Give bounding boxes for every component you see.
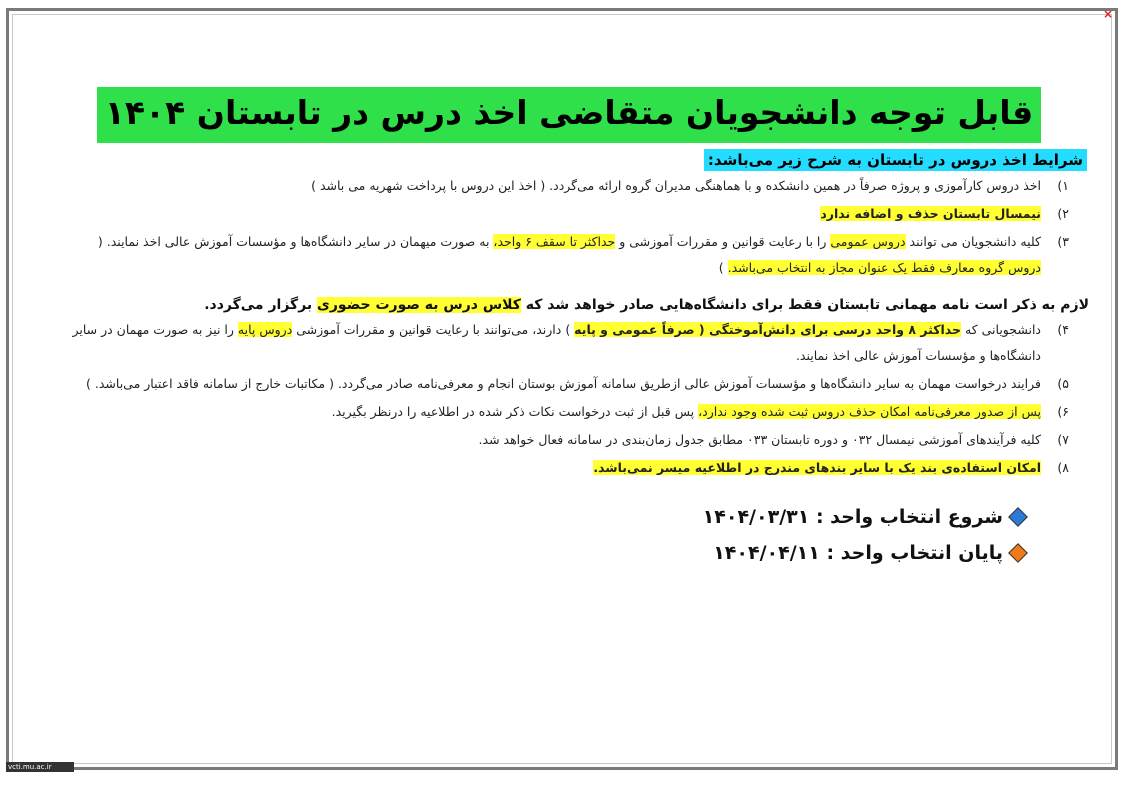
close-x-icon[interactable]: × (1102, 7, 1113, 21)
item-text (69, 399, 1041, 425)
item-number: ۸) (1057, 459, 1069, 475)
conditions-subheading: شرایط اخذ دروس در تابستان به شرح زیر می‌باشد: (704, 149, 1087, 171)
item-number: ۶) (1057, 403, 1069, 419)
highlighted-text: پس از صدور معرفی‌نامه امکان حذف دروس ثبت شده وجود ندارد، (698, 403, 1041, 419)
text-segment: برگزار می‌گردد. (204, 296, 318, 313)
text-segment: دانشجویانی که (961, 321, 1041, 337)
highlighted-text: امکان استفاده‌ی بند یک با سایر بندهای مندرج در اطلاعیه میسر نمی‌باشد. (593, 459, 1041, 475)
highlighted-text: حداکثر ۸ واحد درسی برای دانش‌آموختگی ( صرفاً عمومی و پایه (574, 321, 962, 337)
item-number: ۷) (1057, 431, 1069, 447)
item-text (69, 173, 1041, 199)
text-segment: لازم به ذکر است نامه مهمانی تابستان فقط برای دانشگاه‌هایی صادر خواهد شد که (520, 296, 1089, 313)
item-text (69, 427, 1041, 453)
highlighted-text: دروس پایه (237, 321, 293, 337)
text-segment: اخذ دروس کارآموزی و پروژه صرفاً در همین دانشکده و با هماهنگی مدیران گروه ارائه می‌گردد. ( اخذ این دروس با پرداخت شهریه می باشد ) (311, 177, 1041, 193)
text-segment: ) (718, 259, 728, 275)
announcement-title: قابل توجه دانشجویان متقاضی اخذ درس در تابستان ۱۴۰۴ (97, 87, 1042, 143)
item-number: ۲) (1057, 205, 1069, 221)
text-segment: ) دارند، می‌توانند با رعایت قوانین و مقررات آموزشی (292, 321, 575, 337)
item-text (69, 201, 1041, 227)
list-item (69, 173, 1069, 199)
text-segment: را نیز به صورت مهمان در سایر دانشگاه‌ها و مؤسسات آموزش عالی اخذ نمایند. (72, 321, 1041, 363)
list-item (69, 399, 1069, 425)
list-item (69, 371, 1069, 397)
end-date-text: پایان انتخاب واحد : ۱۴۰۴/۰۴/۱۱ (713, 541, 1003, 564)
highlighted-text: نیمسال تابستان حذف و اضافه ندارد (820, 205, 1041, 221)
list-item (69, 317, 1069, 369)
start-date-text: شروع انتخاب واحد : ۱۴۰۴/۰۳/۳۱ (702, 505, 1003, 528)
list-item (69, 201, 1069, 227)
list-item (69, 427, 1069, 453)
text-segment: پس قبل از ثبت درخواست نکات ذکر شده در اطلاعیه را درنظر بگیرید. (331, 403, 699, 419)
item-text (69, 371, 1041, 397)
highlighted-text: دروس عمومی (830, 233, 906, 249)
text-segment: فرایند درخواست مهمان به سایر دانشگاه‌ها و مؤسسات آموزش عالی ازطریق سامانه آموزش بوستان انجام و معرفی‌نامه صادر می‌گردد. ( مکاتبات خارج از سامانه فاقد اعتبار می‌باشد. ) (86, 375, 1041, 391)
registration-dates (69, 499, 1069, 571)
source-tag: vcti.mu.ac.ir (6, 762, 74, 772)
end-date-row (69, 535, 1025, 571)
text-segment: را با رعایت قوانین و مقررات آموزشی و (615, 233, 831, 249)
item-number: ۳) (1057, 233, 1069, 249)
start-date-row (69, 499, 1025, 535)
blue-diamond-icon (1008, 507, 1028, 527)
item-number: ۵) (1057, 375, 1069, 391)
item-text (69, 455, 1041, 481)
conditions-list-2 (69, 317, 1069, 481)
document-frame (6, 8, 1118, 770)
item-number: ۴) (1057, 321, 1069, 337)
subheading-wrap (69, 149, 1083, 171)
highlighted-text: دروس گروه معارف فقط یک عنوان مجاز به انتخاب می‌باشد. (727, 259, 1041, 275)
guest-letter-note (69, 297, 1089, 313)
conditions-list-1 (69, 173, 1069, 281)
highlighted-text: کلاس درس به صورت حضوری (317, 296, 521, 313)
highlighted-text: حداکثر تا سقف ۶ واحد، (493, 233, 616, 249)
text-segment: کلیه دانشجویان می توانند (905, 233, 1041, 249)
announcement (69, 79, 1089, 571)
title-wrap (69, 87, 1069, 143)
item-number: ۱) (1057, 177, 1069, 193)
item-text (69, 317, 1041, 369)
text-segment: به صورت میهمان در سایر دانشگاه‌ها و مؤسسات آموزش عالی اخذ نمایند. ( (97, 233, 494, 249)
list-item (69, 229, 1069, 281)
item-text (69, 229, 1041, 281)
list-item (69, 455, 1069, 481)
text-segment: کلیه فرآیندهای آموزشی نیمسال ۰۳۲ و دوره تابستان ۰۳۳ مطابق جدول زمان‌بندی در سامانه فعال خواهد شد. (478, 431, 1041, 447)
orange-diamond-icon (1008, 543, 1028, 563)
